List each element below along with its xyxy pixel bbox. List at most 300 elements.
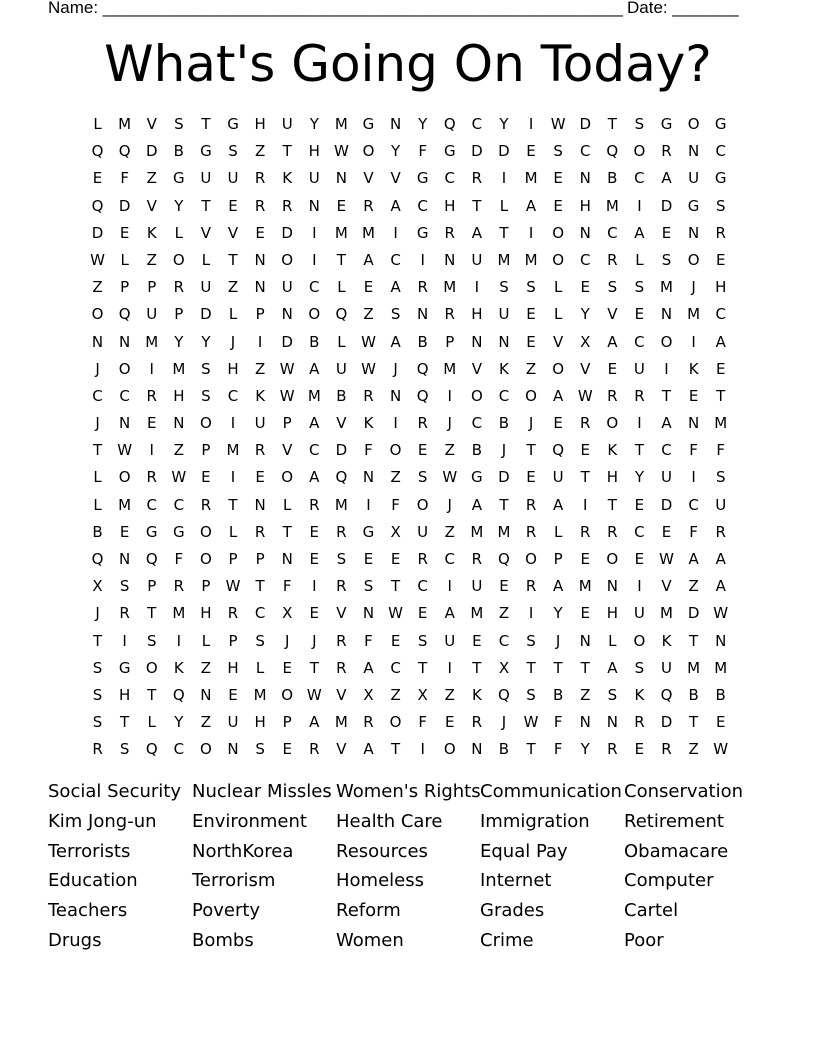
grid-letter: B bbox=[309, 332, 320, 351]
grid-letter: S bbox=[715, 196, 726, 215]
grid-letter: T bbox=[201, 196, 211, 215]
grid-letter: N bbox=[715, 631, 727, 650]
grid-letter: M bbox=[497, 250, 511, 269]
grid-letter: M bbox=[443, 359, 457, 378]
grid-letter: Z bbox=[92, 278, 103, 297]
grid-letter: V bbox=[336, 685, 347, 704]
grid-letter: X bbox=[417, 685, 428, 704]
grid-letter: G bbox=[173, 522, 185, 541]
grid-letter: E bbox=[363, 550, 374, 568]
grid-letter: R bbox=[525, 522, 537, 541]
grid-letter: R bbox=[661, 142, 672, 161]
grid-letter: N bbox=[498, 332, 510, 351]
grid-letter: Q bbox=[416, 386, 429, 405]
grid-letter: X bbox=[390, 522, 401, 541]
grid-letter: T bbox=[607, 495, 617, 514]
grid-letter: G bbox=[660, 115, 673, 133]
grid-letter: U bbox=[335, 359, 347, 378]
grid-letter: T bbox=[526, 740, 536, 759]
grid-letter: W bbox=[361, 332, 376, 351]
grid-row bbox=[84, 383, 734, 410]
grid-letter: K bbox=[363, 414, 374, 433]
grid-letter: C bbox=[254, 604, 266, 623]
grid-letter: Z bbox=[146, 169, 157, 188]
grid-letter: E bbox=[282, 740, 292, 759]
grid-letter: I bbox=[393, 223, 398, 242]
grid-letter: R bbox=[200, 495, 212, 514]
word-list-item: Environment bbox=[192, 810, 307, 832]
grid-letter: T bbox=[607, 115, 617, 133]
grid-letter: K bbox=[634, 685, 645, 704]
grid-letter: J bbox=[95, 359, 100, 378]
grid-letter: R bbox=[254, 441, 266, 460]
grid-letter: F bbox=[282, 577, 292, 596]
grid-letter: D bbox=[200, 305, 212, 324]
grid-letter: I bbox=[312, 250, 317, 269]
grid-letter: K bbox=[688, 359, 699, 378]
grid-letter: S bbox=[417, 631, 428, 650]
grid-letter: H bbox=[715, 278, 727, 297]
grid-letter: R bbox=[607, 250, 618, 269]
grid-letter: U bbox=[661, 468, 672, 487]
grid-letter: E bbox=[472, 631, 482, 650]
grid-letter: L bbox=[93, 115, 102, 133]
grid-letter: R bbox=[254, 196, 266, 215]
grid-letter: L bbox=[228, 305, 238, 324]
grid-letter: O bbox=[470, 386, 483, 405]
grid-letter: J bbox=[312, 631, 317, 650]
grid-letter: Z bbox=[444, 685, 455, 704]
grid-letter: J bbox=[447, 414, 452, 433]
grid-letter: W bbox=[117, 441, 133, 460]
grid-letter: I bbox=[149, 359, 154, 378]
grid-letter: E bbox=[309, 522, 320, 541]
grid-letter: E bbox=[390, 550, 401, 568]
grid-letter: G bbox=[200, 142, 212, 161]
grid-letter: L bbox=[201, 250, 211, 269]
word-list-item: Women bbox=[336, 929, 404, 951]
grid-letter: I bbox=[583, 495, 588, 514]
grid-row bbox=[84, 736, 734, 763]
grid-letter: N bbox=[335, 169, 347, 188]
grid-letter: N bbox=[471, 740, 483, 759]
grid-letter: R bbox=[471, 713, 483, 732]
grid-letter: H bbox=[254, 115, 266, 133]
grid-letter: Q bbox=[606, 142, 619, 161]
grid-letter: U bbox=[688, 169, 700, 188]
grid-letter: H bbox=[308, 142, 320, 161]
grid-letter: V bbox=[363, 169, 374, 188]
grid-letter: D bbox=[579, 115, 592, 133]
grid-letter: B bbox=[173, 142, 184, 161]
grid-letter: O bbox=[118, 468, 131, 487]
grid-letter: V bbox=[661, 577, 672, 596]
grid-row bbox=[84, 220, 734, 247]
grid-letter: E bbox=[309, 550, 320, 568]
grid-row bbox=[84, 682, 734, 709]
grid-letter: H bbox=[444, 196, 456, 215]
grid-letter: I bbox=[420, 250, 425, 269]
grid-letter: E bbox=[634, 550, 645, 568]
grid-letter: M bbox=[253, 685, 267, 704]
grid-letter: Y bbox=[580, 305, 590, 324]
grid-letter: Y bbox=[418, 115, 428, 133]
grid-letter: R bbox=[173, 577, 185, 596]
grid-letter: O bbox=[91, 305, 104, 324]
grid-letter: C bbox=[444, 169, 455, 188]
grid-row bbox=[84, 247, 734, 274]
grid-letter: C bbox=[715, 305, 726, 324]
grid-letter: W bbox=[279, 386, 295, 405]
grid-letter: A bbox=[607, 658, 618, 677]
grid-letter: A bbox=[363, 250, 374, 269]
grid-letter: L bbox=[608, 631, 617, 650]
grid-letter: C bbox=[390, 658, 401, 677]
grid-letter: M bbox=[118, 115, 132, 133]
grid-letter: I bbox=[501, 169, 507, 188]
grid-letter: C bbox=[688, 495, 699, 514]
grid-letter: X bbox=[92, 577, 103, 596]
grid-letter: I bbox=[230, 468, 236, 487]
grid-letter: L bbox=[147, 713, 156, 732]
grid-letter: X bbox=[580, 332, 591, 351]
grid-letter: G bbox=[145, 522, 158, 541]
grid-letter: L bbox=[553, 278, 563, 297]
grid-letter: G bbox=[118, 658, 131, 677]
grid-letter: H bbox=[471, 305, 483, 324]
grid-letter: C bbox=[498, 631, 510, 650]
grid-letter: O bbox=[606, 550, 619, 568]
grid-letter: V bbox=[607, 305, 618, 324]
grid-letter: Y bbox=[634, 468, 644, 487]
grid-letter: U bbox=[200, 169, 212, 188]
grid-letter: O bbox=[660, 332, 673, 351]
grid-letter: Z bbox=[254, 142, 266, 161]
grid-letter: U bbox=[633, 359, 645, 378]
grid-letter: W bbox=[388, 604, 403, 623]
grid-letter: G bbox=[687, 196, 700, 215]
grid-letter: E bbox=[119, 223, 130, 242]
grid-letter: C bbox=[119, 386, 130, 405]
grid-letter: E bbox=[526, 332, 536, 351]
word-list-item: Communication bbox=[480, 781, 622, 802]
word-list-item: Social Security bbox=[48, 781, 182, 802]
grid-letter: S bbox=[634, 658, 645, 677]
grid-letter: Y bbox=[580, 740, 590, 759]
grid-letter: T bbox=[255, 577, 265, 596]
grid-letter: C bbox=[227, 386, 239, 405]
grid-letter: L bbox=[283, 495, 292, 514]
grid-letter: T bbox=[120, 713, 130, 732]
grid-letter: T bbox=[390, 740, 401, 759]
grid-letter: R bbox=[634, 386, 645, 405]
grid-letter: R bbox=[336, 658, 347, 677]
grid-letter: L bbox=[337, 278, 346, 297]
grid-letter: S bbox=[634, 115, 645, 133]
grid-letter: O bbox=[416, 495, 429, 514]
grid-letter: M bbox=[334, 115, 348, 133]
grid-letter: D bbox=[498, 468, 510, 487]
grid-letter: P bbox=[228, 631, 238, 650]
grid-letter: F bbox=[120, 169, 129, 188]
grid-letter: H bbox=[227, 658, 239, 677]
grid-letter: M bbox=[524, 169, 538, 188]
grid-letter: C bbox=[173, 495, 185, 514]
grid-letter: J bbox=[95, 604, 100, 623]
grid-letter: S bbox=[92, 713, 103, 732]
grid-letter: P bbox=[282, 713, 292, 732]
grid-letter: Q bbox=[335, 468, 348, 487]
grid-letter: S bbox=[390, 305, 401, 324]
grid-letter: B bbox=[607, 169, 618, 188]
grid-letter: R bbox=[607, 740, 618, 759]
grid-letter: W bbox=[90, 250, 105, 269]
word-list-item: Nuclear Missles bbox=[192, 781, 332, 802]
grid-letter: M bbox=[687, 658, 701, 677]
grid-letter: R bbox=[661, 740, 672, 759]
grid-letter: K bbox=[471, 685, 482, 704]
grid-letter: Q bbox=[118, 142, 131, 161]
grid-letter: C bbox=[309, 278, 320, 297]
grid-letter: I bbox=[420, 740, 425, 759]
grid-letter: V bbox=[146, 196, 157, 215]
word-list-item: Internet bbox=[480, 870, 552, 892]
grid-letter: E bbox=[661, 223, 672, 242]
grid-letter: I bbox=[393, 414, 398, 433]
grid-letter: L bbox=[255, 658, 265, 677]
grid-letter: C bbox=[417, 577, 428, 596]
grid-letter: G bbox=[416, 169, 429, 188]
grid-letter: A bbox=[688, 550, 699, 568]
grid-letter: C bbox=[579, 250, 591, 269]
grid-letter: S bbox=[363, 577, 374, 596]
grid-letter: L bbox=[93, 495, 102, 514]
grid-letter: N bbox=[687, 414, 700, 433]
grid-letter: A bbox=[607, 332, 618, 351]
grid-letter: N bbox=[254, 495, 266, 514]
grid-letter: V bbox=[390, 169, 401, 188]
grid-letter: C bbox=[390, 250, 401, 269]
grid-row bbox=[84, 600, 734, 627]
grid-letter: P bbox=[255, 550, 265, 568]
grid-row bbox=[84, 519, 734, 546]
grid-letter: E bbox=[417, 604, 428, 623]
grid-letter: N bbox=[119, 414, 131, 433]
grid-letter: E bbox=[634, 740, 645, 759]
grid-letter: U bbox=[498, 305, 510, 324]
grid-letter: M bbox=[172, 359, 186, 378]
grid-letter: B bbox=[498, 414, 510, 433]
grid-letter: S bbox=[526, 685, 536, 704]
grid-letter: T bbox=[282, 142, 292, 161]
grid-letter: C bbox=[579, 142, 591, 161]
grid-letter: G bbox=[443, 142, 456, 161]
grid-letter: E bbox=[634, 495, 645, 514]
grid-row bbox=[84, 492, 734, 519]
grid-letter: H bbox=[173, 386, 185, 405]
grid-letter: C bbox=[471, 414, 483, 433]
grid-letter: Q bbox=[335, 305, 348, 324]
grid-letter: T bbox=[472, 196, 482, 215]
grid-letter: X bbox=[498, 658, 510, 677]
grid-letter: E bbox=[336, 196, 347, 215]
grid-row bbox=[84, 329, 734, 356]
grid-letter: E bbox=[526, 468, 536, 487]
grid-letter: S bbox=[119, 577, 130, 596]
grid-letter: E bbox=[417, 441, 428, 460]
grid-letter: I bbox=[257, 332, 263, 351]
grid-letter: O bbox=[172, 250, 185, 269]
grid-letter: O bbox=[525, 550, 537, 568]
grid-letter: W bbox=[442, 468, 458, 487]
grid-letter: I bbox=[176, 631, 182, 650]
grid-letter: L bbox=[635, 250, 644, 269]
grid-letter: Q bbox=[498, 550, 510, 568]
word-list-item: Reform bbox=[336, 900, 401, 922]
grid-letter: R bbox=[715, 522, 726, 541]
grid-letter: D bbox=[145, 142, 158, 161]
grid-letter: A bbox=[634, 223, 645, 242]
grid-letter: Y bbox=[174, 196, 184, 215]
grid-letter: B bbox=[417, 332, 428, 351]
grid-letter: L bbox=[499, 196, 509, 215]
grid-letter: Q bbox=[91, 196, 104, 215]
grid-letter: Q bbox=[416, 359, 429, 378]
grid-letter: I bbox=[312, 223, 317, 242]
grid-letter: N bbox=[119, 550, 131, 568]
grid-letter: A bbox=[390, 332, 401, 351]
grid-letter: N bbox=[579, 713, 591, 732]
date-field-line: Date: _______ bbox=[627, 0, 739, 17]
grid-letter: C bbox=[444, 550, 455, 568]
grid-letter: I bbox=[230, 414, 236, 433]
grid-letter: Y bbox=[201, 332, 211, 351]
grid-letter: T bbox=[201, 115, 211, 133]
grid-letter: Z bbox=[254, 359, 266, 378]
grid-letter: T bbox=[634, 441, 644, 460]
grid-letter: S bbox=[119, 740, 130, 759]
grid-letter: I bbox=[637, 196, 642, 215]
grid-letter: R bbox=[525, 495, 537, 514]
grid-letter: N bbox=[362, 604, 375, 623]
grid-letter: R bbox=[607, 522, 618, 541]
grid-letter: W bbox=[713, 740, 729, 759]
grid-letter: G bbox=[227, 115, 239, 133]
grid-letter: O bbox=[118, 359, 131, 378]
grid-letter: Q bbox=[660, 685, 673, 704]
grid-letter: W bbox=[523, 713, 539, 732]
grid-letter: E bbox=[309, 604, 320, 623]
grid-letter: Q bbox=[145, 740, 158, 759]
grid-letter: N bbox=[281, 550, 293, 568]
grid-letter: N bbox=[254, 250, 266, 269]
grid-letter: W bbox=[577, 386, 593, 405]
word-list bbox=[48, 778, 768, 957]
grid-letter: W bbox=[361, 359, 376, 378]
grid-letter: Z bbox=[580, 685, 591, 704]
grid-letter: P bbox=[147, 278, 157, 297]
grid-letter: H bbox=[200, 604, 212, 623]
grid-letter: E bbox=[201, 468, 211, 487]
grid-letter: M bbox=[660, 278, 673, 297]
grid-letter: B bbox=[498, 740, 510, 759]
grid-letter: H bbox=[227, 359, 239, 378]
grid-letter: T bbox=[309, 658, 319, 677]
grid-letter: I bbox=[637, 414, 642, 433]
grid-letter: F bbox=[418, 713, 427, 732]
grid-letter: T bbox=[92, 441, 103, 460]
grid-letter: T bbox=[228, 250, 238, 269]
grid-letter: H bbox=[579, 196, 591, 215]
grid-letter: T bbox=[418, 658, 428, 677]
grid-letter: D bbox=[281, 332, 293, 351]
grid-letter: T bbox=[716, 386, 726, 405]
grid-letter: E bbox=[255, 468, 265, 487]
grid-letter: M bbox=[334, 223, 348, 242]
grid-letter: T bbox=[147, 604, 157, 623]
grid-letter: D bbox=[118, 196, 131, 215]
grid-letter: E bbox=[390, 631, 401, 650]
grid-letter: E bbox=[553, 414, 563, 433]
grid-letter: V bbox=[227, 223, 239, 242]
grid-letter: F bbox=[174, 550, 184, 568]
word-list-item: Computer bbox=[624, 870, 714, 892]
grid-letter: U bbox=[227, 169, 239, 188]
grid-letter: R bbox=[363, 713, 374, 732]
grid-letter: N bbox=[579, 169, 591, 188]
grid-letter: E bbox=[228, 685, 238, 704]
grid-letter: T bbox=[147, 685, 157, 704]
grid-letter: U bbox=[661, 658, 672, 677]
grid-letter: U bbox=[471, 577, 483, 596]
grid-letter: T bbox=[526, 441, 536, 460]
grid-letter: W bbox=[659, 550, 674, 568]
grid-letter: S bbox=[661, 250, 672, 269]
grid-letter: O bbox=[389, 441, 402, 460]
grid-letter: E bbox=[580, 604, 590, 623]
grid-letter: E bbox=[228, 196, 238, 215]
grid-letter: Q bbox=[118, 305, 131, 324]
grid-letter: V bbox=[471, 359, 482, 378]
grid-letter: I bbox=[528, 115, 534, 133]
grid-letter: P bbox=[445, 332, 455, 351]
grid-letter: P bbox=[147, 577, 157, 596]
grid-letter: R bbox=[607, 386, 618, 405]
grid-letter: R bbox=[336, 631, 347, 650]
grid-letter: Z bbox=[390, 685, 401, 704]
grid-letter: E bbox=[92, 169, 103, 188]
grid-letter: L bbox=[120, 250, 129, 269]
grid-letter: Q bbox=[145, 550, 158, 568]
grid-letter: V bbox=[146, 115, 157, 133]
grid-letter: A bbox=[715, 577, 726, 596]
grid-letter: C bbox=[471, 115, 483, 133]
grid-letter: R bbox=[417, 550, 428, 568]
grid-letter: S bbox=[255, 631, 265, 650]
grid-letter: C bbox=[634, 169, 645, 188]
grid-letter: W bbox=[306, 685, 322, 704]
grid-letter: Y bbox=[390, 142, 401, 161]
grid-letter: D bbox=[660, 495, 673, 514]
grid-letter: F bbox=[553, 740, 563, 759]
grid-letter: F bbox=[689, 522, 698, 541]
grid-letter: K bbox=[282, 169, 293, 188]
grid-letter: Y bbox=[174, 713, 184, 732]
grid-letter: R bbox=[471, 169, 483, 188]
grid-letter: G bbox=[714, 169, 727, 188]
grid-letter: E bbox=[715, 713, 726, 732]
grid-letter: N bbox=[119, 332, 131, 351]
